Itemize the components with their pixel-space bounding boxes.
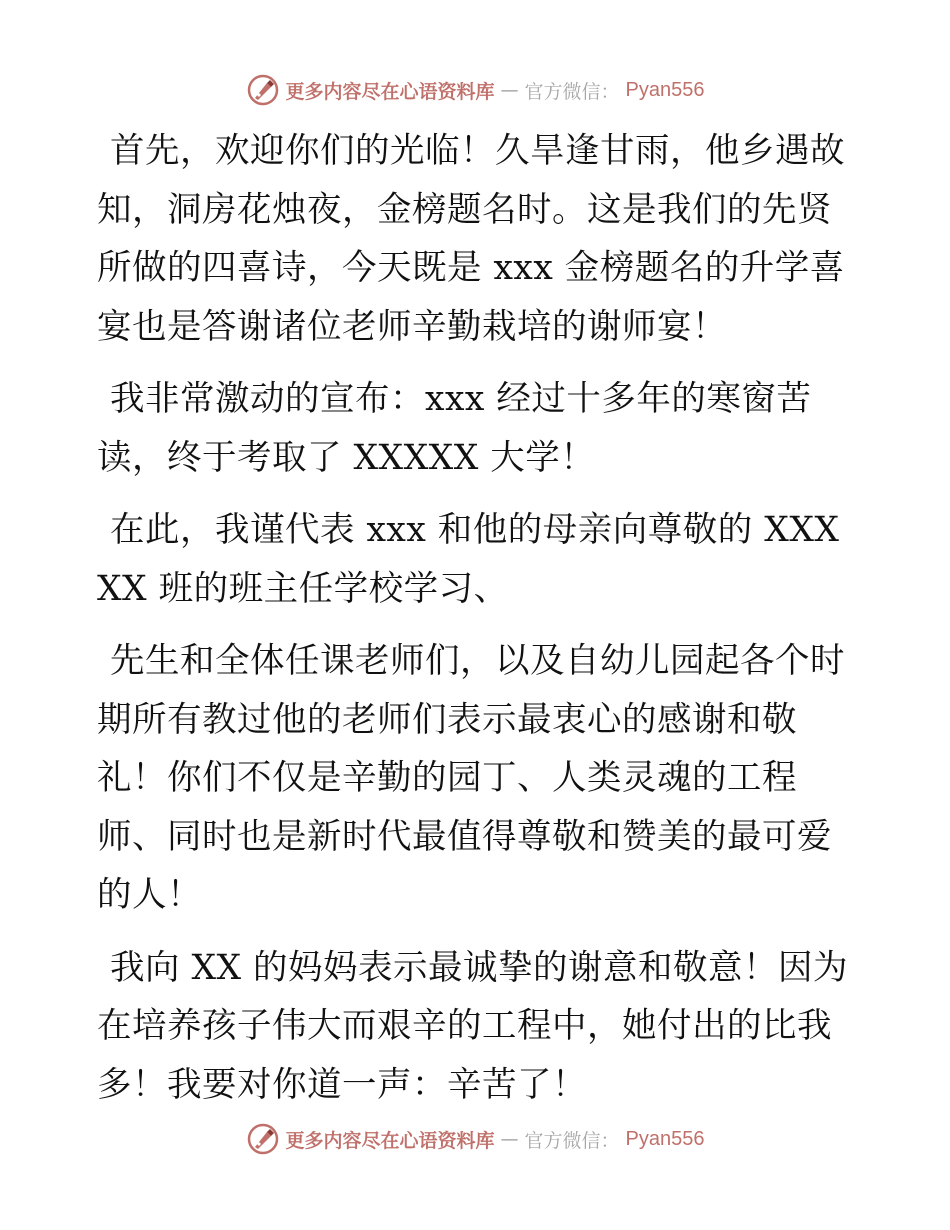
paragraph-thanks-teachers: 先生和全体任课老师们，以及自幼儿园起各个时期所有教过他的老师们表示最衷心的感谢和敬礼！你们不仅是辛勤的园丁、人类灵魂的工程师、同时也是新时代最值得尊敬和赞美的最可爱的人！ [97,641,845,915]
watermark-handle: Pyan556 [625,1127,705,1150]
paragraph-welcome: 首先，欢迎你们的光临！久旱逢甘雨，他乡遇故知，洞房花烛夜，金榜题名时。这是我们的先贤所做的四喜诗，今天既是 xxx 金榜题名的升学喜宴也是答谢诸位老师辛勤栽培的谢师宴！ [97,131,845,347]
watermark-separator: — [500,1128,519,1150]
paragraph-announcement: 我非常激动的宣布：xxx 经过十多年的寒窗苦读，终于考取了 XXXXX 大学！ [97,379,812,478]
watermark-contact-label: 官方微信： [524,80,620,103]
header-watermark [0,70,950,110]
watermark-handle: Pyan556 [625,78,705,101]
watermark-separator: — [500,79,519,101]
watermark-content [246,1122,705,1156]
document-body [97,122,857,1128]
watermark-content [246,73,705,107]
paragraph-representation: 在此，我谨代表 xxx 和他的母亲向尊敬的 XXXXX 班的班主任学校学习、 [97,510,840,609]
footer-watermark [0,1119,950,1159]
pen-nib-logo-icon [246,73,280,107]
watermark-brand: 更多内容尽在心语资料库 [285,80,495,103]
paragraph-thanks-mother: 我向 XX 的妈妈表示最诚挚的谢意和敬意！因为在培养孩子伟大而艰辛的工程中，她付出的比我多！我要对你道一声：辛苦了！ [97,947,849,1105]
watermark-contact-label: 官方微信： [524,1129,620,1152]
pen-nib-logo-icon [246,1122,280,1156]
watermark-brand: 更多内容尽在心语资料库 [285,1129,495,1152]
